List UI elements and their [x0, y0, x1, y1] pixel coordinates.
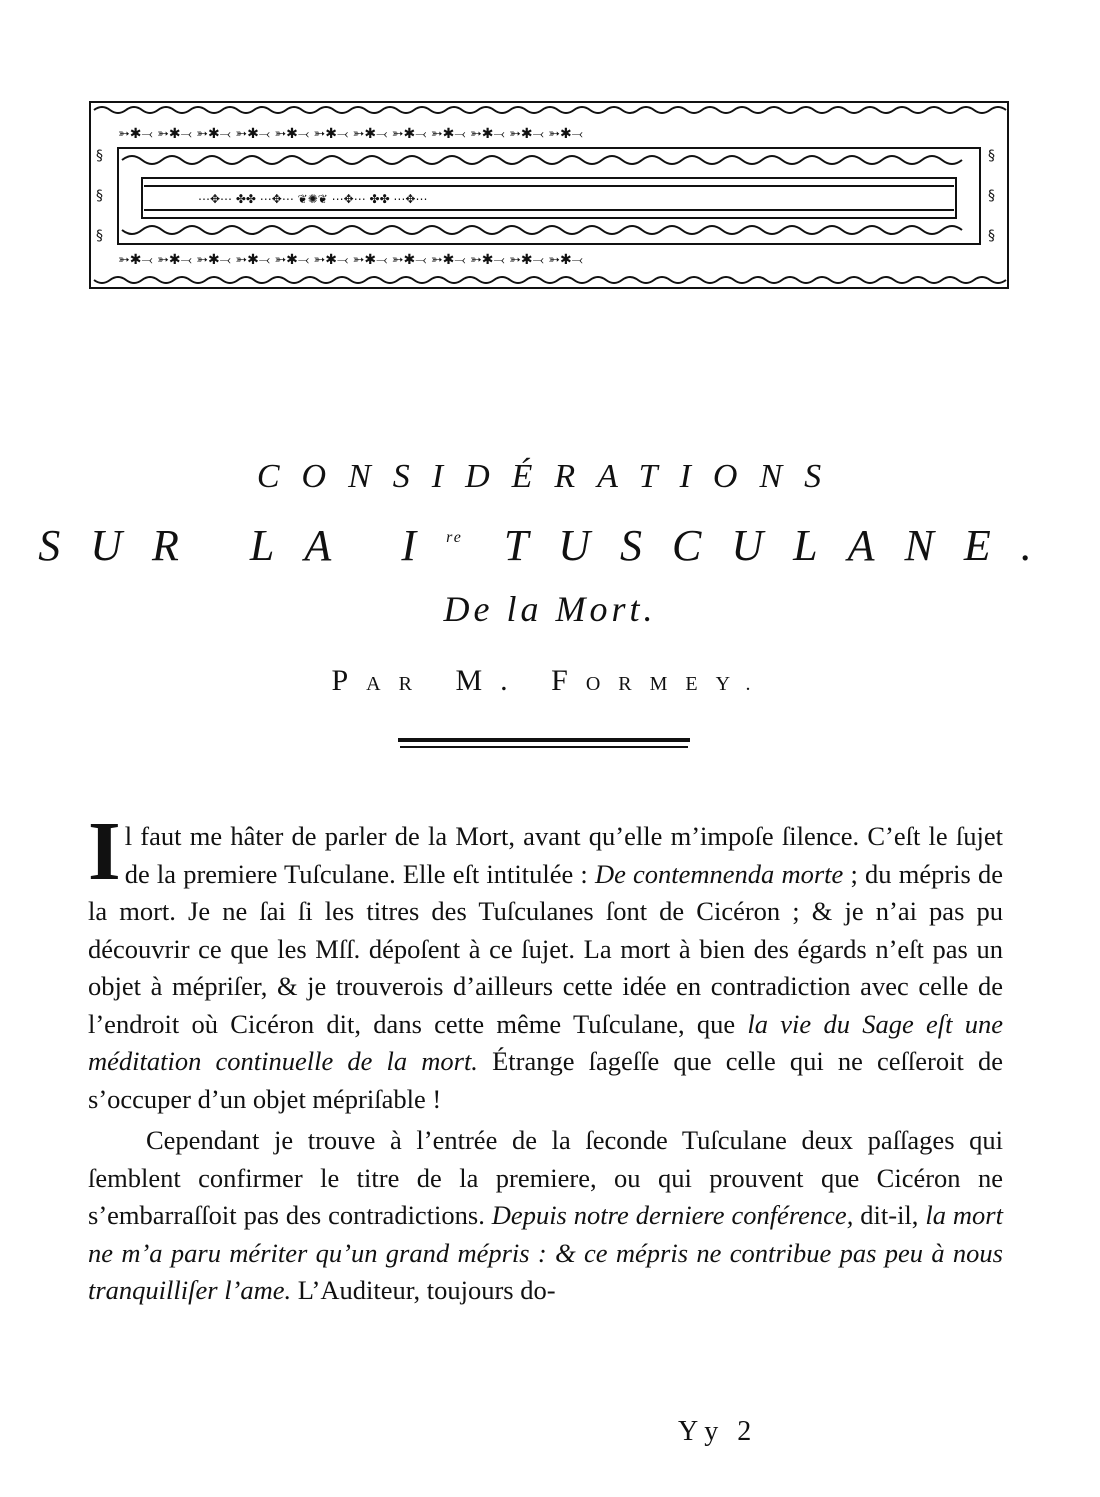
subtitle-de-la-mort: De la Mort. [443, 589, 657, 629]
svg-text:§: § [96, 228, 103, 244]
author-initial: M. [455, 664, 526, 697]
svg-text:§: § [96, 188, 103, 204]
svg-text:⋯✥⋯ ✤✤ ⋯✥⋯ ❦✺❦: ⋯✥⋯ ✤✤ ⋯✥⋯ ❦✺❦ ⋯✥⋯ ✤✤ ⋯✥⋯ [198, 192, 428, 206]
title-line2-suffix: TUSCULANE. [462, 521, 1062, 570]
author-name-rest: ORMEY. [585, 673, 769, 695]
title-considerations: CONSIDÉRATIONS [256, 458, 844, 495]
svg-text:➳✱⤙ ➳✱⤙ ➳✱⤙ ➳✱⤙ ➳✱⤙ ➳✱⤙: ➳✱⤙ ➳✱⤙ ➳✱⤙ ➳✱⤙ ➳✱⤙ ➳✱⤙ ➳✱⤙ ➳✱⤙ ➳✱⤙ ➳✱⤙ ➳✱⤙ ➳✱⤙ [118, 252, 583, 268]
p1-text-a: Il faut me hâter de parler de la Mort, avant qu’elle m’impoſe ſilence. C’eſt le ſujet de la premiere Tuſculane. Elle eſt intitulée : [88, 805, 1003, 898]
paragraph-2 [88, 1122, 1003, 1310]
author-par-rest: AR [366, 673, 430, 695]
svg-text:§: § [988, 228, 995, 244]
title-line2-prefix: SUR LA I [38, 521, 447, 570]
p2-quote-1: Depuis notre derniere conférence, [491, 1200, 854, 1230]
p2-text-e: L’Auditeur, toujours do- [291, 1275, 556, 1305]
author-name-cap: F [551, 664, 586, 697]
svg-text:§: § [988, 188, 995, 204]
paragraph-1 [88, 805, 1004, 1118]
section-rule [398, 738, 690, 752]
p1-quote: la vie du Sage eſt une méditation continuelle de la mort. [88, 1008, 1003, 1076]
svg-text:➳✱⤙ ➳✱⤙ ➳✱⤙ ➳✱⤙ ➳✱⤙ ➳✱⤙: ➳✱⤙ ➳✱⤙ ➳✱⤙ ➳✱⤙ ➳✱⤙ ➳✱⤙ ➳✱⤙ ➳✱⤙ ➳✱⤙ ➳✱⤙ ➳✱⤙ ➳✱⤙ [118, 126, 583, 142]
body-text [88, 805, 1004, 1310]
title-line2-superscript: re [446, 529, 463, 546]
p1-text-c: ; du mépris de la mort. Je ne ſai ſi les titres des Tuſculanes ſont de Cicéron ; & je n’ai pas pu découvrir ce que les Mſſ. dépoſent à ce ſujet. La mort à bien des égards n’eſt pas un objet à mépriſer, & je trouverois d’ailleurs cette idée en contradiction avec celle de l’endroit où Cicéron dit, dans cette même Tuſculane, que [88, 858, 1004, 1039]
signature-mark: Yy 2 [678, 1416, 758, 1447]
p1-latin-title: De contemnenda morte [594, 858, 844, 889]
ornamental-headpiece [88, 100, 1010, 290]
author-par-cap: P [331, 664, 367, 697]
svg-text:§: § [96, 148, 103, 164]
rule-thin-line [400, 746, 688, 748]
title-tusculane [0, 511, 1100, 573]
title-block [0, 455, 1100, 704]
rule-thick-line [398, 738, 690, 742]
author-line [0, 661, 1100, 704]
p2-text-c: dit-il, [853, 1200, 926, 1230]
p1-text-e: Étrange ſageſſe que celle qui ne ceſſeroit de s’occuper d’un objet mépriſable ! [88, 1046, 1003, 1114]
p2-text-a: Cependant je trouve à l’entrée de la ſeconde Tuſculane deux paſſages qui ſemblent confirmer le titre de la premiere, ou qui prouvent que Cicéron ne s’embarraſſoit pas des contradictions. [88, 1125, 1003, 1230]
p2-quote-2: la mort ne m’a paru mériter qu’un grand mépris : & ce mépris ne contribue pas peu à nous tranquilliſer l’ame. [88, 1200, 1003, 1305]
svg-text:§: § [988, 148, 995, 164]
